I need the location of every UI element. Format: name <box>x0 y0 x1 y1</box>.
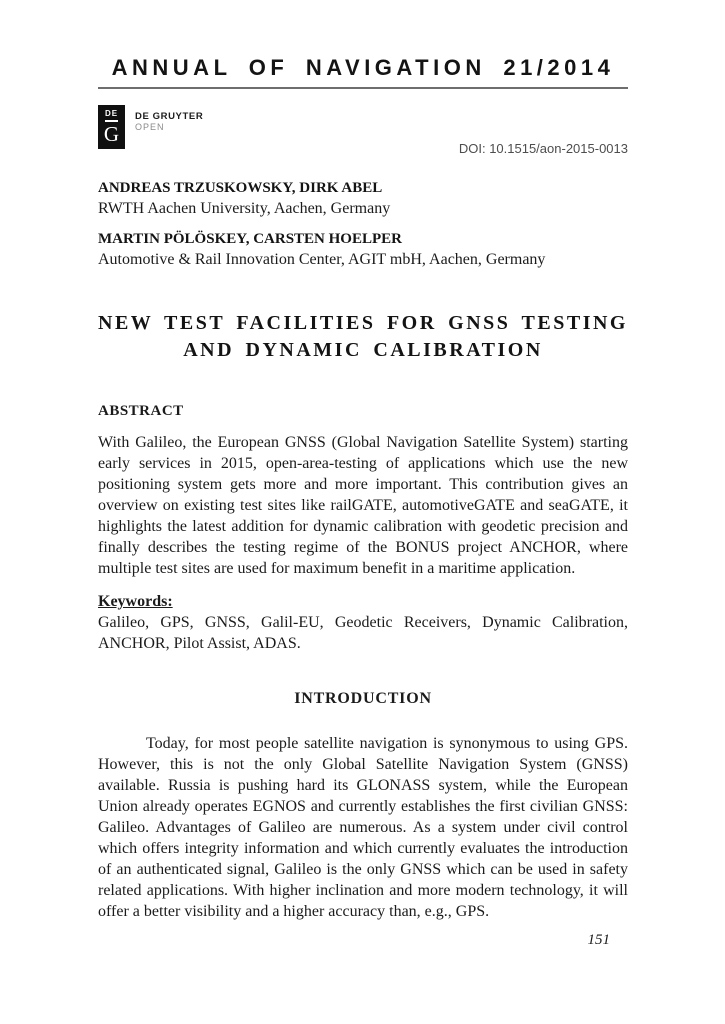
introduction-paragraph: Today, for most people satellite navigation is synonymous to using GPS. However, this is not the only Global Satellite Navigation System (GNSS) available. Russia is pushing hard its GLONASS system, while the European Union already operates EGNOS and currently establishes the first civilian GNSS: Galileo. Advantages of Galileo are numerous. As a system under civil control which offers integrity information and which currently evaluates the introduction of an authenticated signal, Galileo is the only GNSS which can be used in safety related applications. With higher inclination and more modern technology, it will offer a better visibility and a higher accuracy than, e.g., GPS. <box>98 735 628 920</box>
publisher-wordmark <box>135 111 203 133</box>
author-names: MARTIN PÖLÖSKEY, CARSTEN HOELPER <box>98 231 402 247</box>
authors-section <box>98 178 628 270</box>
page-content <box>98 0 628 949</box>
journal-masthead-title: ANNUAL OF NAVIGATION 21/2014 <box>111 55 615 80</box>
author-names: ANDREAS TRZUSKOWSKY, DIRK ABEL <box>98 180 383 196</box>
author-affiliation: RWTH Aachen University, Aachen, Germany <box>98 200 391 217</box>
abstract-heading: ABSTRACT <box>98 403 184 419</box>
keywords-body: Galileo, GPS, GNSS, Galil-EU, Geodetic Receivers, Dynamic Calibration, ANCHOR, Pilot Assist, ADAS. <box>98 614 628 652</box>
publisher-row <box>98 103 628 157</box>
paper-title-line-1: NEW TEST FACILITIES FOR GNSS TESTING <box>98 312 628 334</box>
paper-title <box>98 310 628 364</box>
keywords-heading: Keywords: <box>98 593 173 610</box>
de-gruyter-logo-mark-icon <box>98 105 125 149</box>
introduction-heading: INTRODUCTION <box>294 690 432 707</box>
doi-text: DOI: 10.1515/aon-2015-0013 <box>458 141 628 156</box>
publisher-subname: OPEN <box>135 122 165 132</box>
page-number: 151 <box>587 932 610 948</box>
author-block <box>98 229 628 270</box>
de-gruyter-open-logo <box>98 103 203 157</box>
publisher-name: DE GRUYTER <box>135 111 204 122</box>
masthead-rule <box>98 87 628 89</box>
paper-title-line-2: AND DYNAMIC CALIBRATION <box>183 339 543 361</box>
logo-mark-g-text: G <box>103 122 120 146</box>
keywords-section <box>98 591 628 654</box>
author-block <box>98 178 628 219</box>
logo-mark-de-text: DE <box>104 109 119 118</box>
author-affiliation: Automotive & Rail Innovation Center, AGIT mbH, Aachen, Germany <box>98 251 546 268</box>
abstract-body: With Galileo, the European GNSS (Global Navigation Satellite System) starting early services in 2015, open-area-testing of applications which use the new positioning system gets more and more important. This contribution gives an overview on existing test sites like railGATE, automotiveGATE and seaGATE, it highlights the latest addition for dynamic calibration with geodetic precision and finally describes the testing regime of the BONUS project ANCHOR, where multiple test sites are used for maximum benefit in a maritime application. <box>98 434 628 577</box>
